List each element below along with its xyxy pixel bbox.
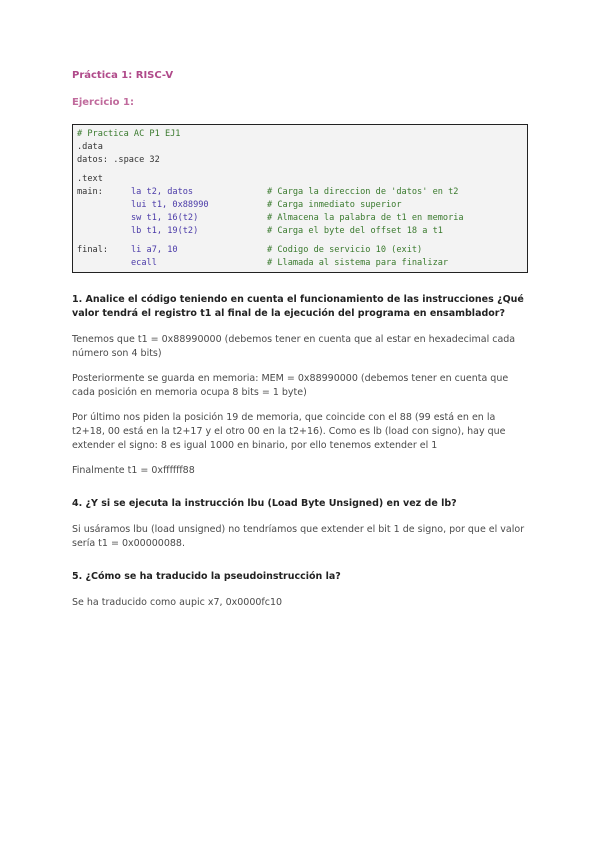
code-comment-lui: # Carga inmediato superior [267,200,402,210]
exercise-heading: Ejercicio 1: [72,97,134,108]
code-comment-ecall: # Llamada al sistema para finalizar [267,258,449,268]
code-instr-lb: lb t1, 19(t2) [131,226,199,236]
code-label-main: main: [77,187,103,197]
code-instr-sw: sw t1, 16(t2) [131,213,199,223]
code-label-final: final: [77,245,109,255]
code-comment-li: # Codigo de servicio 10 (exit) [267,245,423,255]
answer-5: Se ha traducido como aupic x7, 0x0000fc10 [72,597,283,608]
answer-4: Si usáramos lbu (load unsigned) no tendríamos que extender el bit 1 de signo, por que el valor sería t1 = 0x00000088. [72,524,525,549]
code-instr-ecall: ecall [131,258,157,268]
question-4: 4. ¿Y si se ejecuta la instrucción lbu (Load Byte Unsigned) en vez de lb? [72,498,457,509]
code-line-6 [77,199,523,212]
code-instr-li: li a7, 10 [131,245,178,255]
code-line-10 [77,257,523,270]
code-line-4: .text [77,174,103,184]
answer-1-paragraph-3: Por último nos piden la posición 19 de memoria, que coincide con el 88 (99 está en en la t2+18, 00 está en la t2+17 y el otro 00 en la t2+16). Como es lb (load con signo), hay que extender el signo: 8 es igual 1000 en binario, por ello tenemos extender el 1 [72,412,506,451]
code-line-9 [77,244,523,257]
code-line-1: # Practica AC P1 EJ1 [77,129,181,139]
code-comment-lb: # Carga el byte del offset 18 a t1 [267,226,443,236]
answer-1-paragraph-4: Finalmente t1 = 0xffffff88 [72,465,195,476]
code-instr-la: la t2, datos [131,187,194,197]
code-instr-lui: lui t1, 0x88990 [131,200,209,210]
code-line-8 [77,225,523,238]
question-5: 5. ¿Cómo se ha traducido la pseudoinstrucción la? [72,571,341,582]
question-1: 1. Analice el código teniendo en cuenta el funcionamiento de las instrucciones ¿Qué valor tendrá el registro t1 al final de la ejecución del programa en ensamblador? [72,294,524,319]
document-title: Práctica 1: RISC-V [72,70,174,81]
code-line-3: datos: .space 32 [77,155,160,165]
code-line-5 [77,186,523,199]
code-line-2: .data [77,142,103,152]
code-line-7 [77,212,523,225]
code-comment-sw: # Almacena la palabra de t1 en memoria [267,213,464,223]
answer-1-paragraph-2: Posteriormente se guarda en memoria: MEM = 0x88990000 (debemos tener en cuenta que cada posición en memoria ocupa 8 bits = 1 byte) [72,373,509,398]
answer-1-paragraph-1: Tenemos que t1 = 0x88990000 (debemos tener en cuenta que al estar en hexadecimal cada número son 4 bits) [72,334,516,359]
document-page [72,70,528,621]
code-comment-la: # Carga la direccion de 'datos' en t2 [267,187,459,197]
code-block [72,124,528,273]
